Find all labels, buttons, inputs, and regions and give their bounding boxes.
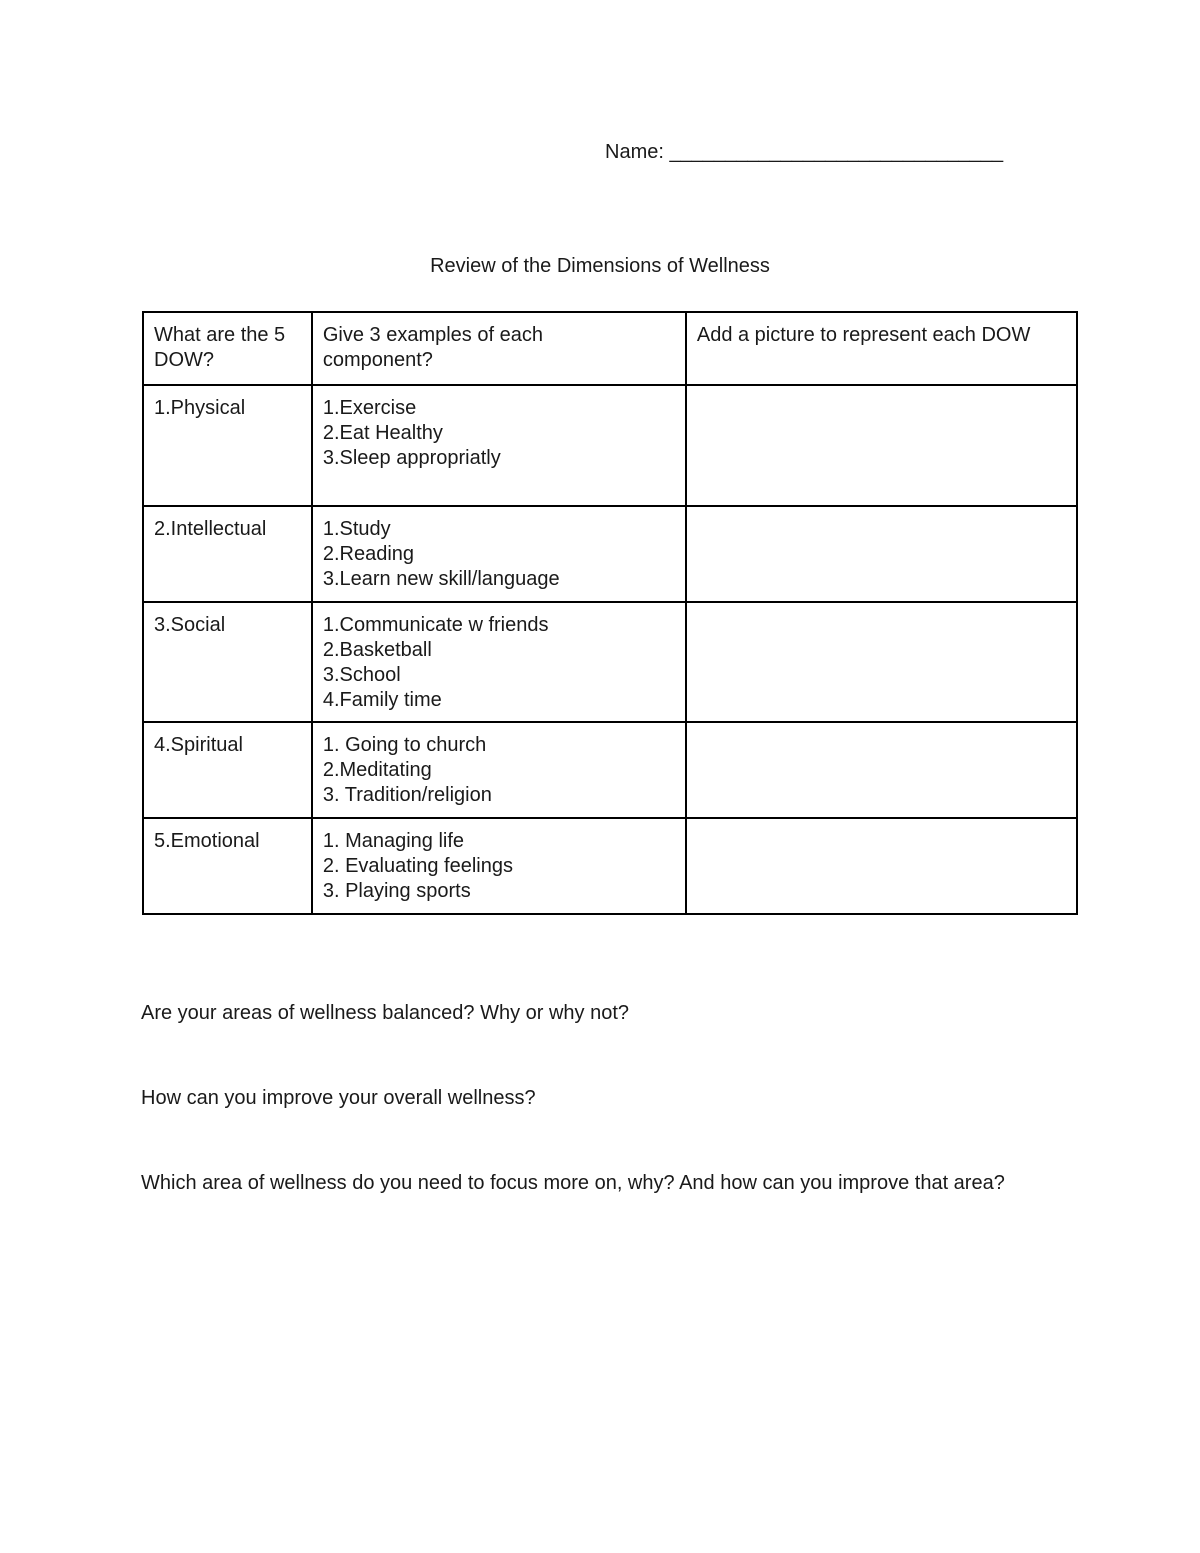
header-dimensions: What are the 5 DOW? [143, 312, 312, 385]
table-row [143, 602, 1077, 722]
question-improve: How can you improve your overall wellness? [141, 1087, 536, 1109]
picture-cell[interactable] [686, 818, 1077, 914]
table-row [143, 818, 1077, 914]
examples-cell[interactable]: 1.Communicate w friends 2.Basketball 3.School 4.Family time [312, 602, 686, 722]
picture-cell[interactable] [686, 602, 1077, 722]
question-balance: Are your areas of wellness balanced? Why or why not? [141, 1002, 630, 1024]
picture-cell[interactable] [686, 506, 1077, 602]
table-header-row [143, 312, 1077, 385]
dimension-cell: 4.Spiritual [143, 722, 312, 818]
dimensions-table [142, 311, 1078, 915]
header-picture: Add a picture to represent each DOW [686, 312, 1077, 385]
examples-cell[interactable]: 1. Managing life 2. Evaluating feelings 3. Playing sports [312, 818, 686, 914]
examples-cell[interactable]: 1.Exercise 2.Eat Healthy 3.Sleep appropriatly [312, 385, 686, 506]
name-field[interactable]: Name: ______________________________ [605, 141, 1004, 163]
dimension-cell: 5.Emotional [143, 818, 312, 914]
table-row [143, 385, 1077, 506]
dimension-cell: 2.Intellectual [143, 506, 312, 602]
dimension-cell: 3.Social [143, 602, 312, 722]
header-examples: Give 3 examples of each component? [312, 312, 686, 385]
dimension-cell: 1.Physical [143, 385, 312, 506]
picture-cell[interactable] [686, 385, 1077, 506]
table-row [143, 722, 1077, 818]
table-row [143, 506, 1077, 602]
question-focus: Which area of wellness do you need to focus more on, why? And how can you improve that area? [141, 1172, 1005, 1194]
examples-cell[interactable]: 1. Going to church 2.Meditating 3. Tradition/religion [312, 722, 686, 818]
examples-cell[interactable]: 1.Study 2.Reading 3.Learn new skill/language [312, 506, 686, 602]
picture-cell[interactable] [686, 722, 1077, 818]
page-title: Review of the Dimensions of Wellness [430, 255, 770, 277]
